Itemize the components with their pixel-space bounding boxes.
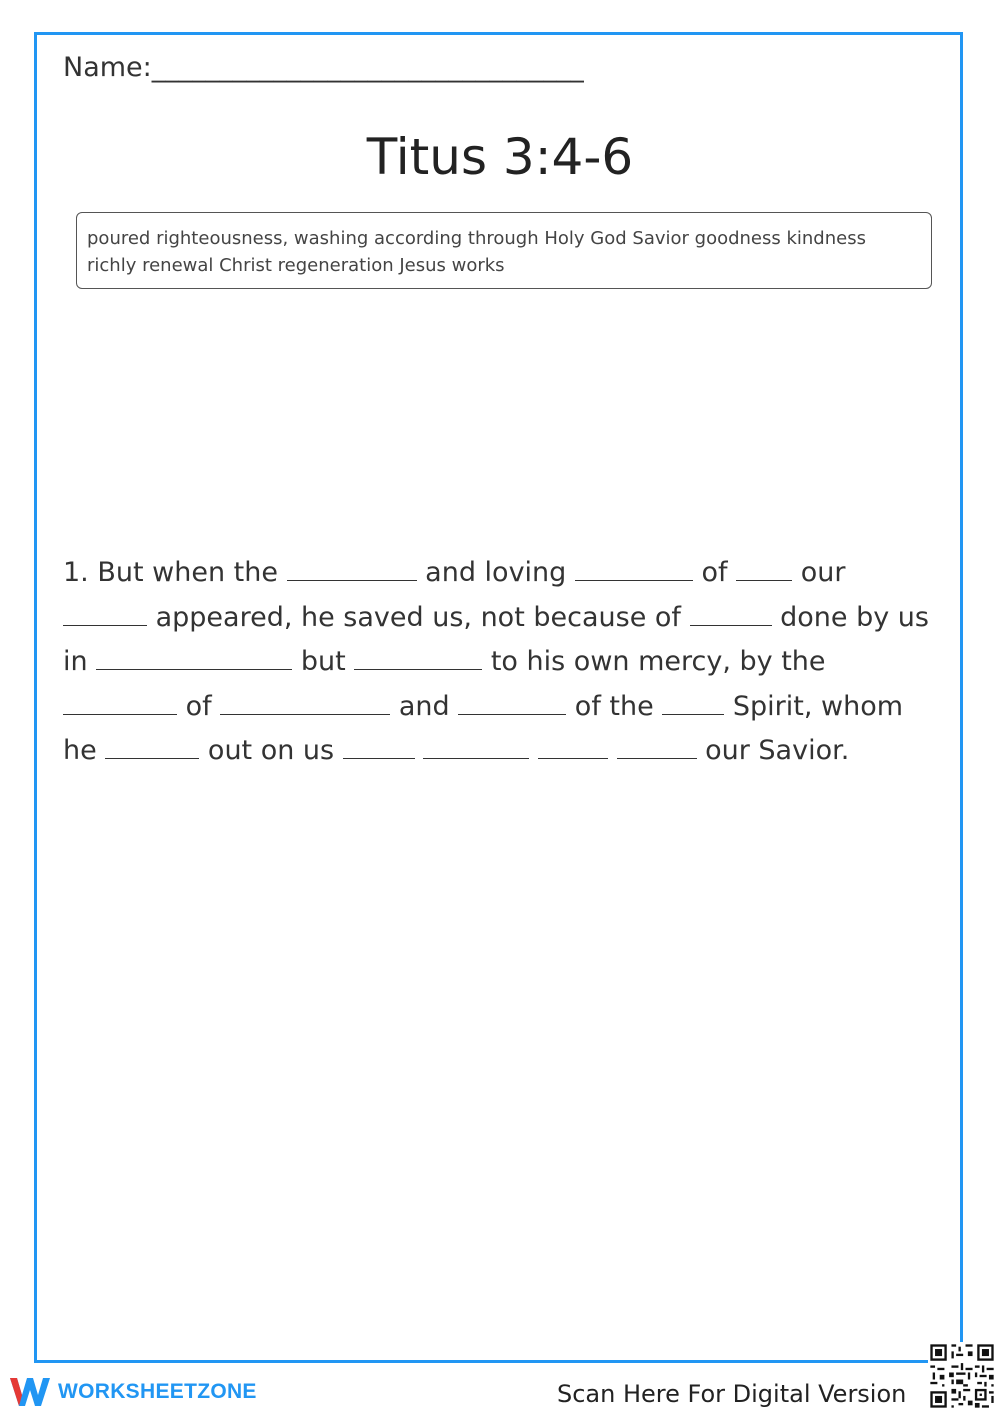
word-bank-box	[76, 212, 932, 289]
question-text: of the	[574, 690, 654, 722]
answer-blank[interactable]	[423, 728, 529, 759]
name-field-label: Name:________________________________	[63, 52, 584, 83]
answer-blank[interactable]	[343, 728, 415, 759]
answer-blank[interactable]	[690, 595, 772, 626]
answer-blank[interactable]	[575, 550, 693, 581]
answer-blank[interactable]	[617, 728, 697, 759]
answer-blank[interactable]	[354, 639, 482, 670]
answer-blank[interactable]	[105, 728, 199, 759]
question-text: to his own mercy, by the	[490, 646, 826, 677]
question-line	[63, 728, 923, 773]
question-line	[63, 684, 923, 729]
answer-blank[interactable]	[662, 684, 724, 715]
question-text: appeared, he saved us, not because of	[155, 601, 681, 633]
answer-blank[interactable]	[458, 684, 566, 715]
answer-blank[interactable]	[96, 639, 292, 670]
answer-blank[interactable]	[63, 595, 147, 626]
question-line	[63, 595, 929, 640]
brand-name: WORKSHEETZONE	[58, 1380, 257, 1403]
question-1	[63, 550, 929, 773]
question-text: Spirit, whom	[732, 690, 904, 722]
question-text: and	[398, 690, 450, 722]
question-line	[63, 639, 923, 684]
scan-instruction: Scan Here For Digital Version	[557, 1380, 907, 1408]
answer-blank[interactable]	[287, 550, 417, 581]
question-number: 1.	[63, 557, 89, 588]
question-text: he	[63, 735, 97, 766]
word-bank-text: poured righteousness, washing according through Holy God Savior goodness kindness richly renewal Christ regeneration Jesus works	[87, 228, 866, 276]
answer-blank[interactable]	[220, 684, 390, 715]
question-text: and loving	[425, 557, 567, 588]
answer-blank[interactable]	[538, 728, 608, 759]
qr-code-icon[interactable]	[928, 1342, 996, 1410]
question-text: of	[701, 557, 728, 588]
question-text: But when the	[97, 557, 278, 588]
page-title: Titus 3:4-6	[366, 128, 634, 186]
question-text: but	[300, 646, 346, 677]
question-text: of	[185, 690, 212, 722]
question-text: our Savior.	[705, 735, 850, 766]
brand-logo[interactable]	[8, 1374, 257, 1410]
worksheetzone-w-logo-icon	[8, 1375, 52, 1409]
question-text: in	[63, 646, 88, 677]
question-text: our	[800, 557, 846, 588]
question-text: done by us	[780, 601, 929, 633]
question-line	[63, 550, 923, 595]
answer-blank[interactable]	[736, 550, 792, 581]
question-text: out on us	[207, 735, 335, 766]
answer-blank[interactable]	[63, 684, 177, 715]
